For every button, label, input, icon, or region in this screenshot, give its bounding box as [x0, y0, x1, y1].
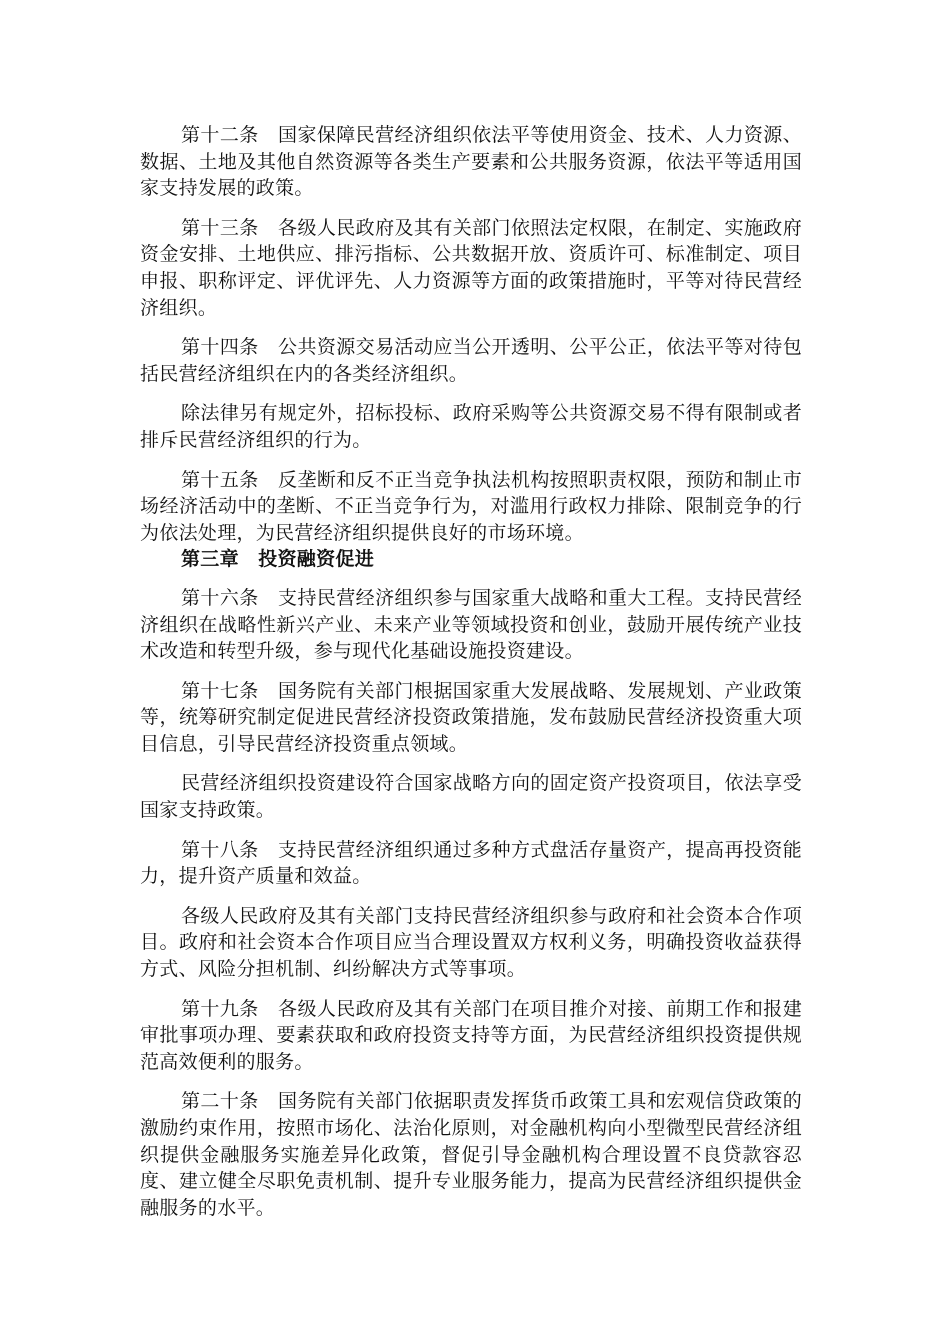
article-14-continuation-paragraph: 除法律另有规定外，招标投标、政府采购等公共资源交易不得有限制或者排斥民营经济组织的行为。	[140, 402, 802, 451]
article-17-paragraph: 第十七条 国务院有关部门根据国家重大发展战略、发展规划、产业政策等，统筹研究制定促进民营经济投资政策措施，发布鼓励民营经济投资重大项目信息，引导民营经济投资重点领域。	[140, 679, 802, 755]
article-13-paragraph: 第十三条 各级人民政府及其有关部门依照法定权限，在制定、实施政府资金安排、土地供应、排污指标、公共数据开放、资质许可、标准制定、项目申报、职称评定、评优评先、人力资源等方面的政策措施时，平等对待民营经济组织。	[140, 216, 802, 319]
article-12-paragraph: 第十二条 国家保障民营经济组织依法平等使用资金、技术、人力资源、数据、土地及其他自然资源等各类生产要素和公共服务资源，依法平等适用国家支持发展的政策。	[140, 124, 802, 200]
article-20-paragraph: 第二十条 国务院有关部门依据职责发挥货币政策工具和宏观信贷政策的激励约束作用，按照市场化、法治化原则，对金融机构向小型微型民营经济组织提供金融服务实施差异化政策，督促引导金融机构合理设置不良贷款容忍度、建立健全尽职免责机制、提升专业服务能力，提高为民营经济组织提供金融服务的水平。	[140, 1090, 802, 1219]
article-17-continuation-paragraph: 民营经济组织投资建设符合国家战略方向的固定资产投资项目，依法享受国家支持政策。	[140, 772, 802, 822]
article-18-paragraph: 第十八条 支持民营经济组织通过多种方式盘活存量资产，提高再投资能力，提升资产质量和效益。	[140, 838, 802, 888]
chapter-heading: 第三章 投资融资促进	[181, 548, 375, 571]
article-15-paragraph: 第十五条 反垄断和反不正当竞争执法机构按照职责权限，预防和制止市场经济活动中的垄断、不正当竞争行为，对滥用行政权力排除、限制竞争的行为依法处理，为民营经济组织提供良好的市场环境。	[140, 468, 802, 544]
article-14-paragraph: 第十四条 公共资源交易活动应当公开透明、公平公正，依法平等对待包括民营经济组织在内的各类经济组织。	[140, 336, 802, 385]
article-19-paragraph: 第十九条 各级人民政府及其有关部门在项目推介对接、前期工作和报建审批事项办理、要素获取和政府投资支持等方面，为民营经济组织投资提供规范高效便利的服务。	[140, 997, 802, 1073]
article-18-continuation-paragraph: 各级人民政府及其有关部门支持民营经济组织参与政府和社会资本合作项目。政府和社会资本合作项目应当合理设置双方权利义务，明确投资收益获得方式、风险分担机制、纠纷解决方式等事项。	[140, 904, 802, 981]
article-16-paragraph: 第十六条 支持民营经济组织参与国家重大战略和重大工程。支持民营经济组织在战略性新兴产业、未来产业等领域投资和创业，鼓励开展传统产业技术改造和转型升级，参与现代化基础设施投资建设。	[140, 586, 802, 663]
document-page	[140, 122, 802, 1234]
